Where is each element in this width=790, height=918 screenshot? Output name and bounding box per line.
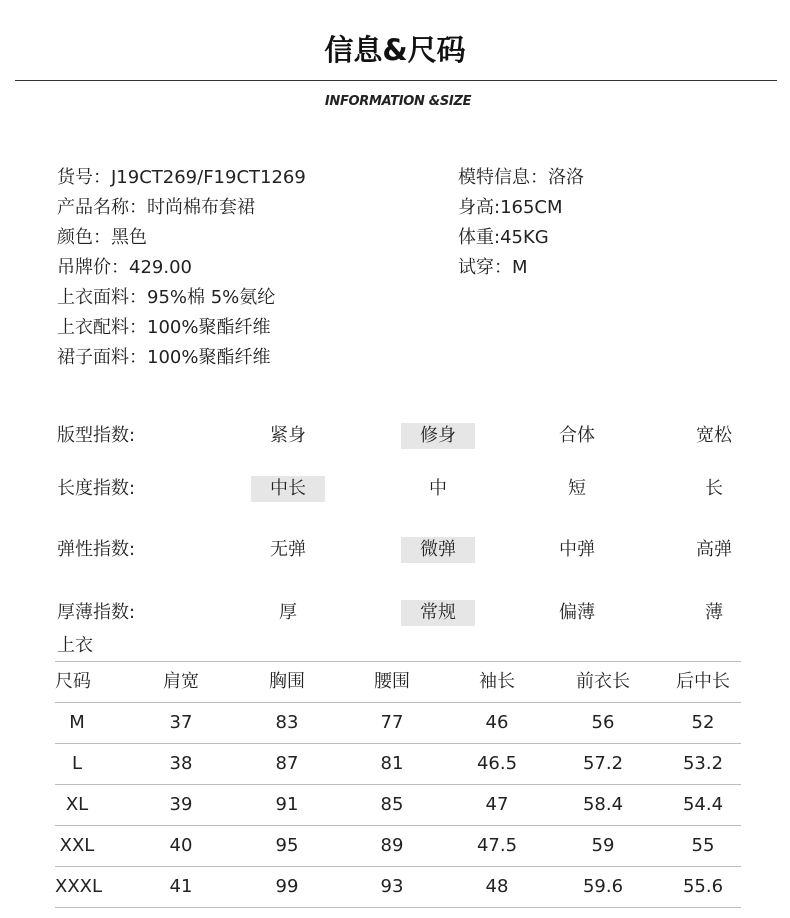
index-option: 紧身	[270, 425, 306, 446]
table-cell: 55.6	[682, 876, 724, 897]
table-cell: L	[71, 753, 83, 774]
table-cell: 57.2	[582, 753, 624, 774]
index-label-fit: 版型指数:	[57, 425, 136, 446]
index-option: 高弹	[696, 539, 732, 560]
index-label-thickness: 厚薄指数:	[57, 602, 136, 623]
model-weight: 体重:45KG	[458, 227, 549, 248]
table-cell: 59	[591, 835, 615, 856]
table-cell: 40	[169, 835, 193, 856]
index-option: 常规	[401, 600, 475, 626]
table-cell: 55	[691, 835, 715, 856]
table-row	[55, 702, 741, 743]
table-cell: 77	[380, 712, 404, 733]
info-item-top-fabric: 上衣面料：95%棉 5%氨纶	[57, 287, 276, 308]
index-option: 微弹	[401, 537, 475, 563]
info-item-top-lining: 上衣配料：100%聚酯纤维	[57, 317, 271, 338]
index-option: 短	[568, 478, 586, 499]
table-cell: 59.6	[582, 876, 624, 897]
table-cell: 39	[169, 794, 193, 815]
index-option: 长	[705, 478, 723, 499]
index-option: 中	[429, 478, 447, 499]
table-header-cell: 腰围	[374, 671, 410, 692]
index-option: 无弹	[270, 539, 306, 560]
info-item-name: 产品名称：时尚棉布套裙	[57, 197, 255, 218]
info-item-code: 货号：J19CT269/F19CT1269	[57, 167, 306, 188]
table-cell: 54.4	[682, 794, 724, 815]
table-cell: 47	[485, 794, 509, 815]
table-cell: XXXL	[55, 876, 103, 897]
size-table	[55, 661, 741, 908]
model-height: 身高:165CM	[458, 197, 563, 218]
table-cell: 58.4	[582, 794, 624, 815]
table-cell: 91	[275, 794, 299, 815]
table-row	[55, 866, 741, 908]
index-option: 薄	[705, 602, 723, 623]
index-label-length: 长度指数:	[57, 478, 136, 499]
table-cell: 81	[380, 753, 404, 774]
table-cell: 93	[380, 876, 404, 897]
index-option: 修身	[401, 423, 475, 449]
table-cell: 99	[275, 876, 299, 897]
table-cell: M	[69, 712, 85, 733]
table-cell: 95	[275, 835, 299, 856]
table-cell: 52	[691, 712, 715, 733]
table-cell: 53.2	[682, 753, 724, 774]
table-header-cell: 袖长	[479, 671, 515, 692]
table-cell: 38	[169, 753, 193, 774]
table-cell: 83	[275, 712, 299, 733]
model-name: 模特信息：洛洛	[458, 167, 584, 188]
index-option: 偏薄	[559, 602, 595, 623]
index-option: 中长	[251, 476, 325, 502]
table-row	[55, 825, 741, 866]
page-subtitle: INFORMATION &SIZE	[324, 94, 472, 109]
table-header-cell: 后中长	[676, 671, 730, 692]
table-cell: 37	[169, 712, 193, 733]
table-header-cell: 肩宽	[163, 671, 199, 692]
table-cell: 46.5	[476, 753, 518, 774]
index-option: 中弹	[559, 539, 595, 560]
table-header-cell: 前衣长	[576, 671, 630, 692]
table-cell: XXL	[59, 835, 95, 856]
table-cell: 56	[591, 712, 615, 733]
table-cell: XL	[65, 794, 89, 815]
table-cell: 46	[485, 712, 509, 733]
info-item-skirt-fabric: 裙子面料：100%聚酯纤维	[57, 347, 271, 368]
table-cell: 87	[275, 753, 299, 774]
table-cell: 48	[485, 876, 509, 897]
info-item-price: 吊牌价：429.00	[57, 257, 192, 278]
model-fit-size: 试穿：M	[458, 257, 528, 278]
table-header-cell: 胸围	[269, 671, 305, 692]
table-row	[55, 743, 741, 784]
table-cell: 41	[169, 876, 193, 897]
index-option: 厚	[279, 602, 297, 623]
index-option: 宽松	[696, 425, 732, 446]
table-row	[55, 784, 741, 825]
table-cell: 47.5	[476, 835, 518, 856]
title-divider	[15, 80, 777, 81]
table-cell: 89	[380, 835, 404, 856]
table-header-cell: 尺码	[55, 671, 91, 692]
info-item-color: 颜色：黑色	[57, 227, 147, 248]
table-cell: 85	[380, 794, 404, 815]
index-option: 合体	[559, 425, 595, 446]
size-section-label: 上衣	[57, 635, 93, 656]
page-title: 信息&尺码	[324, 33, 466, 67]
table-header-row	[55, 661, 741, 702]
index-label-elasticity: 弹性指数:	[57, 539, 136, 560]
